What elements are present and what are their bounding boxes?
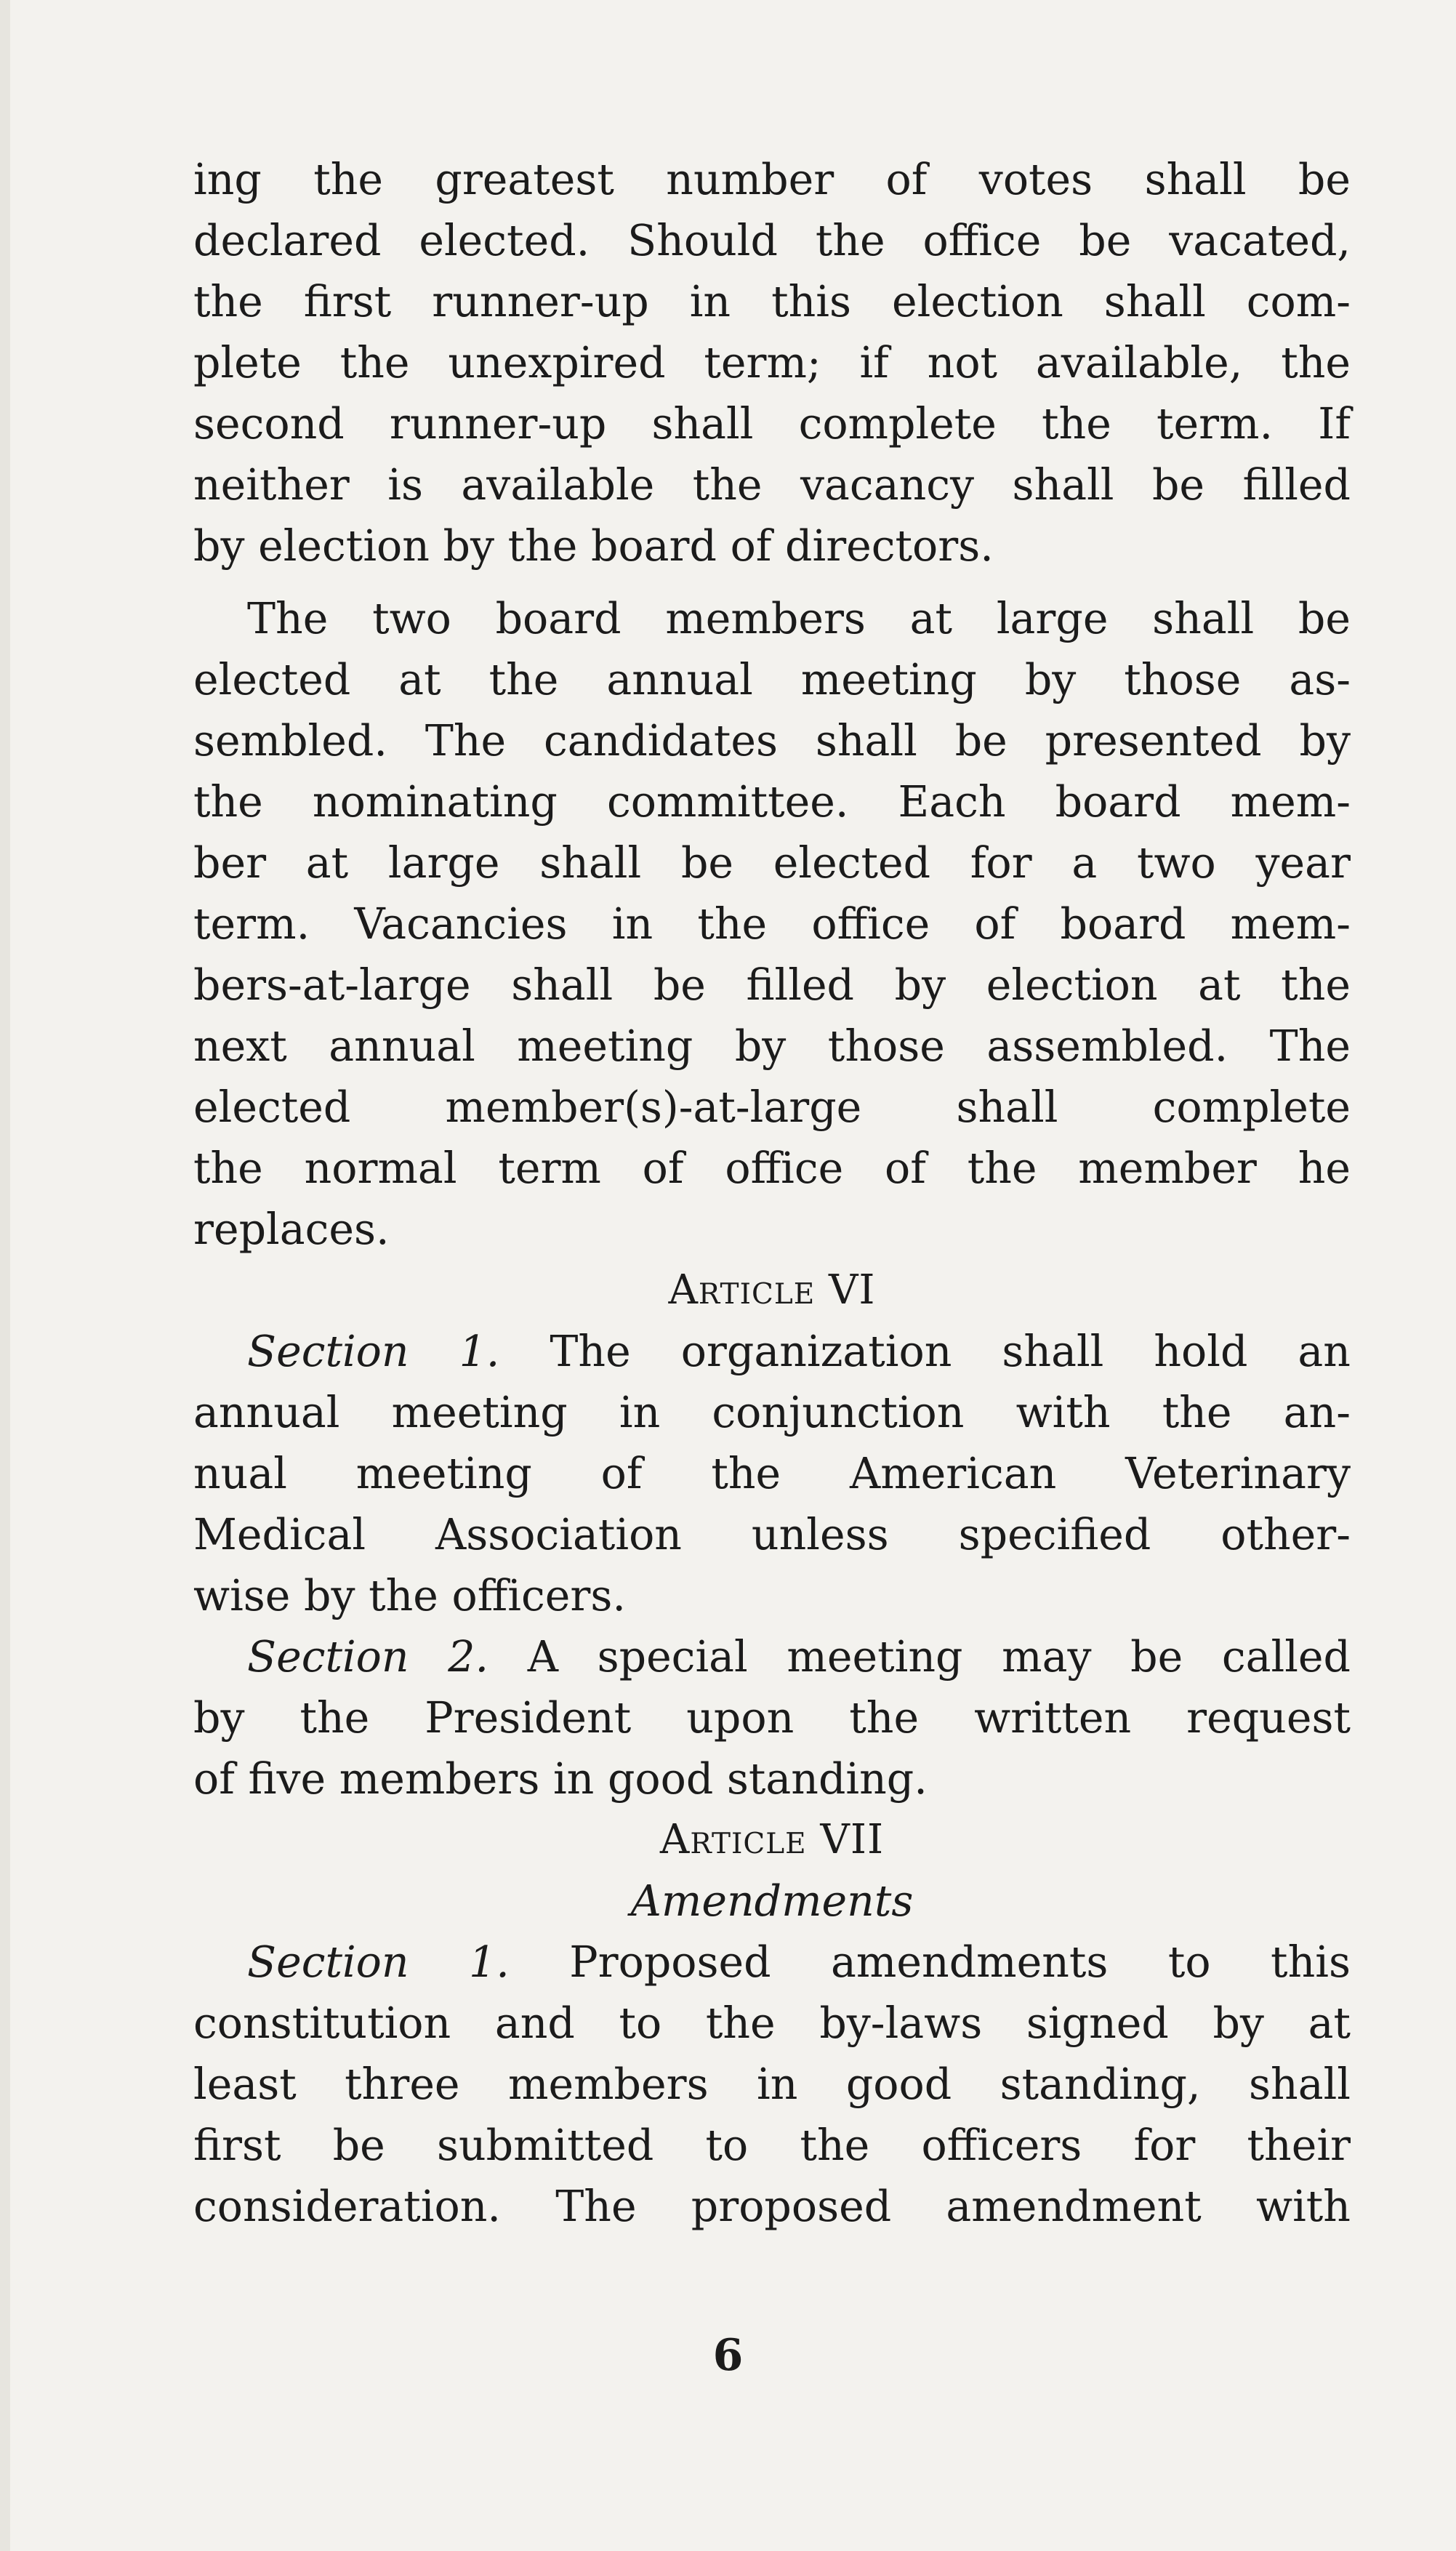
text-line: declared elected. Should the office be vacated, xyxy=(193,216,1351,265)
text-line: Medical Association unless specified other- xyxy=(193,1510,1351,1559)
text-line xyxy=(193,1626,1351,1687)
paragraph-board-members-at-large xyxy=(193,588,1351,1260)
text-line: elected member(s)-at-large shall complete xyxy=(193,1082,1351,1132)
text-line: elected at the annual meeting by those as- xyxy=(193,655,1351,704)
text-line: the nominating committee. Each board mem- xyxy=(193,777,1351,827)
page-number: 6 xyxy=(712,2330,744,2381)
article-6-section-1 xyxy=(193,1321,1351,1626)
article-7-heading: Article VII xyxy=(659,1816,885,1863)
text-line: bers-at-large shall be filled by election at the xyxy=(193,960,1351,1010)
text-line: sembled. The candidates shall be presented by xyxy=(193,716,1351,766)
text-line: by election by the board of directors. xyxy=(193,521,994,571)
text-line: ber at large shall be elected for a two year xyxy=(193,838,1351,888)
article-6-section-2 xyxy=(193,1626,1351,1809)
section-label: Section 1. xyxy=(247,1327,500,1376)
section-label: Section 2. xyxy=(247,1632,489,1682)
text-line: by the President upon the written request xyxy=(193,1693,1351,1743)
text-line: nual meeting of the American Veterinary xyxy=(193,1449,1351,1498)
text-line: plete the unexpired term; if not available, the xyxy=(193,338,1351,387)
text-line: first be submitted to the officers for their xyxy=(193,2121,1351,2170)
text-line: constitution and to the by-laws signed by at xyxy=(193,1998,1351,2048)
page-body xyxy=(193,149,1351,2237)
paper-edge xyxy=(0,0,10,2551)
text-line: the first runner-up in this election shall com- xyxy=(193,277,1351,326)
text-line: consideration. The proposed amendment with xyxy=(193,2182,1351,2231)
text-line: next annual meeting by those assembled. The xyxy=(193,1021,1351,1071)
text-line: annual meeting in conjunction with the an- xyxy=(193,1388,1351,1437)
text-line: wise by the officers. xyxy=(193,1571,626,1620)
text-line: neither is available the vacancy shall be filled xyxy=(193,460,1351,510)
text-line: The two board members at large shall be xyxy=(247,594,1351,643)
section-label: Section 1. xyxy=(247,1937,510,1987)
article-7-subheading: Amendments xyxy=(630,1876,914,1926)
paragraph-election-vacancy xyxy=(193,149,1351,577)
text-line: term. Vacancies in the office of board mem- xyxy=(193,899,1351,949)
paragraph-gap xyxy=(193,577,1351,588)
text-line: second runner-up shall complete the term. If xyxy=(193,399,1351,449)
text-line: replaces. xyxy=(193,1205,390,1254)
article-7-section-1 xyxy=(193,1932,1351,2237)
text-line: least three members in good standing, shall xyxy=(193,2060,1351,2109)
section-text: The organization shall hold an xyxy=(550,1327,1351,1376)
text-line: the normal term of office of the member he xyxy=(193,1144,1351,1193)
text-line xyxy=(193,1932,1351,1993)
text-line: of five members in good standing. xyxy=(193,1754,928,1804)
section-text: Proposed amendments to this xyxy=(569,1937,1351,1987)
section-text: A special meeting may be called xyxy=(527,1632,1351,1682)
text-line xyxy=(193,1321,1351,1382)
article-6-heading: Article VI xyxy=(668,1266,876,1314)
text-line: ing the greatest number of votes shall be xyxy=(193,155,1351,204)
